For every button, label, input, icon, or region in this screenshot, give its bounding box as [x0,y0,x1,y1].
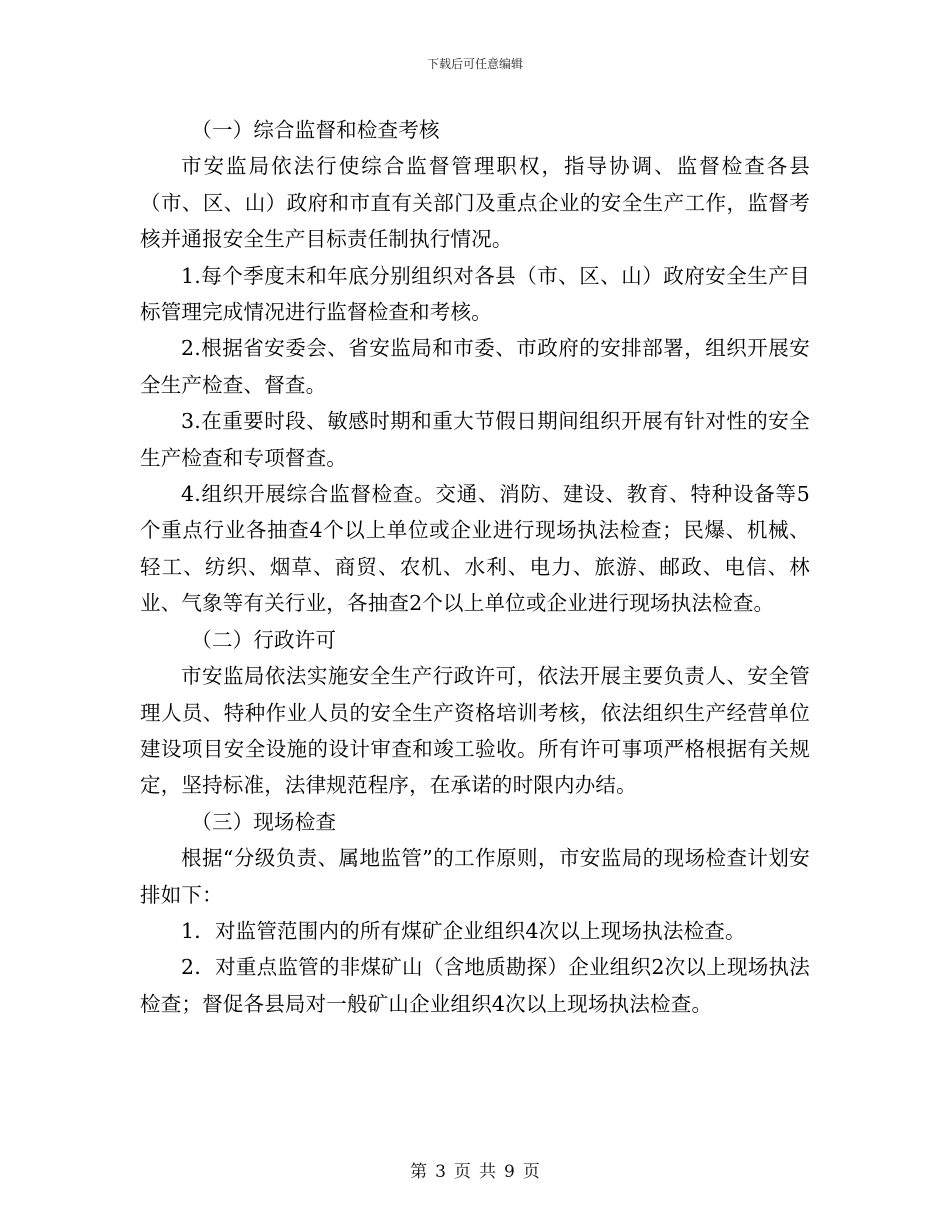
document-body [140,112,810,1022]
total-unit: 页 [522,1162,540,1182]
paragraph: 市安监局依法实施安全生产行政许可，依法开展主要负责人、安全管理人员、特种作业人员的安全生产资格培训考核，依法组织生产经营单位建设项目安全设施的设计审查和竣工验收。所有许可事项严格根据有关规定，坚持标准，法律规范程序，在承诺的时限内办结。 [140,664,810,798]
page-word: 第 [410,1162,428,1182]
page-header: 下载后可任意编辑 [426,57,523,71]
current-page-number: 3 [435,1162,446,1182]
paragraph: 1．对监管范围内的所有煤矿企业组织4次以上现场执法检查。 [181,918,746,943]
total-page-number: 9 [504,1162,515,1182]
section-heading-1: （一）综合监督和检查考核 [191,118,440,142]
paragraph: 1.每个季度末和年底分别组织对各县（市、区、山）政府安全生产目标管理完成情况进行监督检查和考核。 [140,263,810,325]
page-footer [0,1157,950,1182]
section-heading-3: （三）现场检查 [191,809,337,834]
section-heading-2: （二）行政许可 [191,627,337,652]
total-word: 共 [479,1162,496,1182]
paragraph: 根据“分级负责、属地监管”的工作原则，市安监局的现场检查计划安排如下： [140,846,810,907]
page-unit: 页 [454,1162,471,1182]
paragraph: 2．对重点监管的非煤矿山（含地质勘探）企业组织2次以上现场执法检查；督促各县局对一般矿山企业组织4次以上现场执法检查。 [140,955,810,1016]
paragraph: 2.根据省安委会、省安监局和市委、市政府的安排部署，组织开展安全生产检查、督查。 [140,336,810,397]
paragraph: 3.在重要时段、敏感时期和重大节假日期间组织开展有针对性的安全生产检查和专项督查。 [140,409,810,470]
paragraph: 市安监局依法行使综合监督管理职权，指导协调、监督检查各县（市、区、山）政府和市直有关部门及重点企业的安全生产工作，监督考核并通报安全生产目标责任制执行情况。 [140,154,810,252]
paragraph: 4.组织开展综合监督检查。交通、消防、建设、教育、特种设备等5个重点行业各抽查4个以上单位或企业进行现场执法检查；民爆、机械、轻工、纺织、烟草、商贸、农机、水利、电力、旅游、邮政、电信、林业、气象等有关行业，各抽查2个以上单位或企业进行现场执法检查。 [140,482,810,616]
